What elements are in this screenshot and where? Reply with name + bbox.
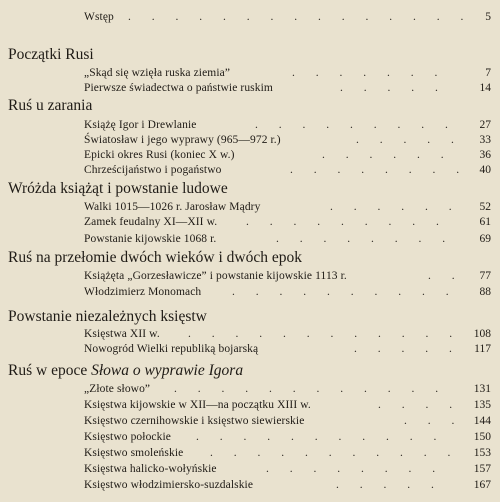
toc-entry — [84, 81, 273, 95]
toc-entry — [84, 398, 311, 412]
toc-entry-page: 27 — [479, 119, 491, 131]
toc-entry-page: 144 — [473, 415, 491, 427]
toc-entry-label: Światosław i jego wyprawy (965—972 r.) — [84, 134, 281, 146]
toc-entry — [84, 430, 171, 444]
toc-entry-page: 131 — [473, 383, 491, 395]
leader-dots: . . . . . . . . . — [246, 216, 448, 228]
leader-dots: . . . . . . . . — [276, 233, 455, 245]
toc-entry-page: 77 — [479, 270, 491, 282]
leader-dots: . . . . . . . . . . . . — [188, 328, 462, 340]
toc-entry-page: 52 — [479, 201, 491, 213]
toc-entry — [84, 285, 201, 299]
toc-entry-label: Księstwo smoleńskie — [84, 447, 184, 459]
leader-dots: . . . . . — [336, 479, 443, 491]
toc-entry — [84, 118, 196, 132]
toc-entry — [84, 414, 304, 428]
leader-dots: . . . . . — [354, 343, 461, 355]
toc-entry — [84, 269, 347, 283]
leader-dots: . . . . . . . . — [290, 164, 469, 176]
toc-entry-label: Książęta „Gorzesławicze” i powstanie kijowskie 1113 r. — [84, 270, 347, 282]
toc-entry — [84, 462, 217, 476]
toc-entry-label: Księstwa kijowskie w XII—na początku XIII w. — [84, 399, 311, 411]
toc-entry-page: 117 — [474, 343, 491, 355]
leader-dots: . . . . . . . . . . . . — [174, 383, 448, 395]
toc-entry-label: Księstwo włodzimiersko-suzdalskie — [84, 479, 254, 491]
toc-entry-label: Księstwo połockie — [84, 431, 171, 443]
toc-entry-label: Chrześcijaństwo i pogaństwo — [84, 164, 222, 176]
toc-entry-label: Pierwsze świadectwa o państwie ruskim — [84, 82, 273, 94]
toc-entry — [84, 200, 260, 214]
toc-entry-label: Wstęp — [84, 11, 114, 23]
toc-entry-page: 40 — [479, 164, 491, 176]
toc-entry-label: „Skąd się wzięła ruska ziemia” — [84, 67, 231, 79]
toc-entry — [84, 446, 183, 460]
toc-entry-page: 61 — [479, 216, 491, 228]
toc-entry-label: Walki 1015—1026 r. Jarosław Mądry — [84, 201, 261, 213]
leader-dots: . . . . . . . . . . . — [210, 447, 460, 459]
toc-entry — [84, 232, 216, 246]
toc-entry-label: Książę Igor i Drewlanie — [84, 119, 197, 131]
toc-entry-label: „Złote słowo” — [84, 383, 151, 395]
toc-entry — [84, 342, 258, 356]
leader-dots: . . — [428, 270, 464, 282]
leader-dots: . . . . . . . . . . . — [196, 431, 446, 443]
toc-entry-label: Zamek feudalny XI—XII w. — [84, 216, 218, 228]
toc-entry-page: 157 — [473, 463, 491, 475]
toc-section-heading-text: Ruś w epoce — [8, 362, 92, 379]
toc-entry-label: Księstwo czernihowskie i księstwo siewierskie — [84, 415, 305, 427]
toc-section-heading: Powstanie niezależnych księstw — [8, 308, 207, 325]
toc-section-heading — [8, 362, 243, 380]
toc-entry-label: Księstwa XII w. — [84, 328, 160, 340]
toc-entry-label: Nowogród Wielki republiką bojarską — [84, 343, 259, 355]
leader-dots: . . . . — [378, 399, 462, 411]
leader-dots: . . . . . . . . . — [255, 119, 457, 131]
toc-entry-page: 150 — [473, 431, 491, 443]
toc-entry — [84, 10, 114, 24]
leader-dots: . . . . . — [340, 82, 447, 94]
toc-entry — [84, 163, 221, 177]
toc-entry — [84, 148, 235, 162]
leader-dots: . . . . . . — [330, 201, 461, 213]
toc-section-heading: Początki Rusi — [8, 46, 94, 63]
toc-entry-label: Powstanie kijowskie 1068 r. — [84, 233, 217, 245]
toc-entry — [84, 133, 281, 147]
toc-entry — [84, 327, 160, 341]
toc-entry — [84, 66, 230, 80]
toc-entry-page: 69 — [479, 233, 491, 245]
leader-dots: . . . — [404, 415, 464, 427]
leader-dots: . . . . . . . . . . — [232, 286, 458, 298]
toc-entry-page: 167 — [473, 479, 491, 491]
toc-entry-page: 135 — [473, 399, 491, 411]
toc-entry-page: 108 — [473, 328, 491, 340]
toc-entry-label: Księstwa halicko-wołyńskie — [84, 463, 217, 475]
leader-dots: . . . . . . . . . . . . . . . — [128, 11, 473, 23]
toc-entry-label: Epicki okres Rusi (koniec X w.) — [84, 149, 235, 161]
toc-entry-page: 153 — [473, 447, 491, 459]
toc-entry-page: 33 — [479, 134, 491, 146]
toc-entry-page: 5 — [485, 11, 491, 23]
toc-entry — [84, 478, 253, 492]
toc-entry-label: Włodzimierz Monomach — [84, 286, 202, 298]
toc-section-heading: Wróżda książąt i powstanie ludowe — [8, 180, 228, 197]
leader-dots: . . . . . . — [322, 149, 453, 161]
toc-entry-page: 7 — [485, 67, 491, 79]
toc-section-heading: Ruś u zarania — [8, 97, 93, 114]
toc-section-heading: Ruś na przełomie dwóch wieków i dwóch epok — [8, 249, 303, 266]
toc-entry — [84, 215, 217, 229]
leader-dots: . . . . . . . . — [266, 463, 445, 475]
toc-entry-page: 14 — [479, 82, 491, 94]
toc-entry-page: 36 — [479, 149, 491, 161]
leader-dots: . . . . . — [356, 134, 463, 146]
toc-entry-page: 88 — [479, 286, 491, 298]
toc-entry — [84, 382, 150, 396]
leader-dots: . . . . . . . — [292, 67, 447, 79]
toc-section-heading-italic: Słowa o wyprawie Igora — [91, 362, 244, 379]
